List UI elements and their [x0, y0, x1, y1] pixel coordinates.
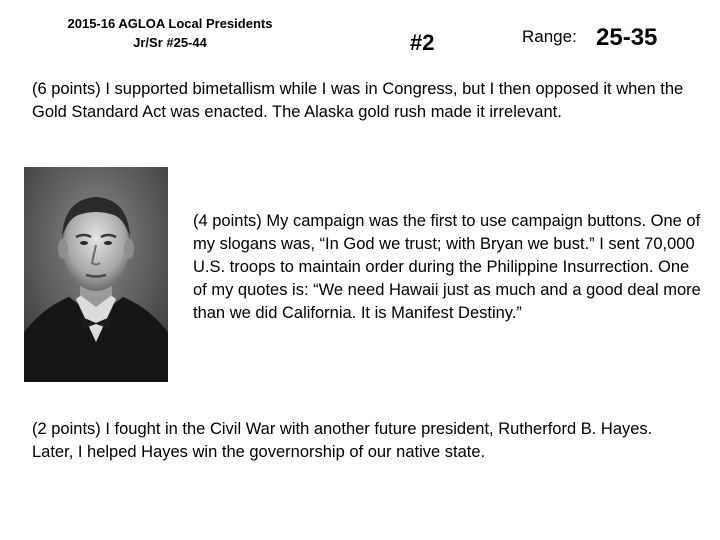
range-label: Range: — [522, 27, 577, 46]
document-title: 2015-16 AGLOA Local Presidents — [67, 16, 273, 31]
clue-text: My campaign was the first to use campaign buttons. One of my slogans was, “In God we trust; with Bryan we bust.” I sent 70,000 U.S. troops to maintain order during the Philippine Insurrection. One of my quotes is: “We need Hawaii just as much and a good deal more than we did California. It is Manifest Destiny.” — [193, 212, 701, 322]
range-value: 25-35 — [596, 24, 658, 51]
clue-points-label: (2 points) — [32, 420, 101, 438]
portrait-icon — [24, 167, 168, 382]
clue-six-points — [32, 78, 712, 124]
document-header — [40, 14, 300, 52]
portrait-photo — [24, 167, 168, 382]
document-subtitle: Jr/Sr #25-44 — [133, 35, 207, 50]
question-number: #2 — [410, 30, 435, 55]
clue-points-label: (6 points) — [32, 80, 101, 98]
clue-text: I supported bimetallism while I was in Congress, but I then opposed it when the Gold Standard Act was enacted. The Alaska gold rush made it irrelevant. — [32, 80, 684, 121]
clue-text: I fought in the Civil War with another future president, Rutherford B. Hayes. Later, I helped Hayes win the governorship of our native state. — [32, 420, 653, 461]
clue-points-label: (4 points) — [193, 212, 262, 230]
clue-two-points — [32, 418, 692, 464]
clue-four-points — [193, 210, 705, 325]
